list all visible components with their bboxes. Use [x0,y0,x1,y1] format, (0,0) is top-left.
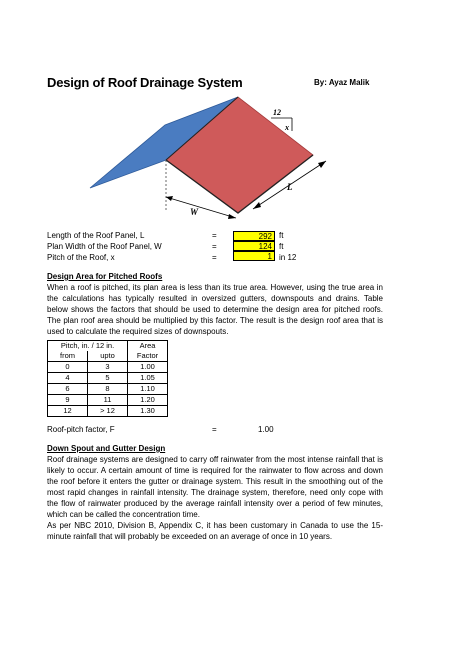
table-cell-from: 9 [48,395,88,406]
table-header-pitch: Pitch, in. / 12 in. [48,341,128,352]
author-label: By: Ayaz Malik [314,78,370,87]
pitch-equals: = [212,253,217,262]
pitch-factor-value: 1.00 [258,425,274,434]
table-cell-upto: > 12 [88,406,128,417]
table-cell-upto: 5 [88,373,128,384]
table-row [48,395,168,406]
table-cell-factor: 1.10 [128,384,168,395]
pitch-factor-label: Roof-pitch factor, F [47,425,115,434]
table-cell-factor: 1.00 [128,362,168,373]
table-cell-factor: 1.05 [128,373,168,384]
pitch-value-cell[interactable]: 1 [233,251,275,261]
pitch-factor-equals: = [212,425,217,434]
length-unit: ft [279,231,284,240]
width-input-label: Plan Width of the Roof Panel, W [47,242,162,251]
roof-diagram [0,0,474,230]
length-equals: = [212,231,217,240]
table-header-area: Area [128,341,168,352]
length-arrow-end [318,161,326,168]
table-header-from: from [48,351,88,362]
table-cell-factor: 1.30 [128,406,168,417]
length-value-cell[interactable]: 292 [233,231,275,241]
pitch-input-label: Pitch of the Roof, x [47,253,115,262]
roof-right-panel [166,97,313,213]
table-header-factor: Factor [128,351,168,362]
width-arrow-end [228,214,236,219]
table-cell-factor: 1.20 [128,395,168,406]
table-cell-upto: 11 [88,395,128,406]
table-cell-from: 0 [48,362,88,373]
section-heading-downspout: Down Spout and Gutter Design [47,444,166,453]
table-cell-from: 12 [48,406,88,417]
table-row [48,384,168,395]
pitch-rise-label: 12 [273,108,281,117]
pitch-factor-table [47,340,168,417]
table-cell-from: 4 [48,373,88,384]
table-row [48,362,168,373]
table-cell-upto: 8 [88,384,128,395]
width-value-cell[interactable]: 124 [233,241,275,251]
table-cell-upto: 3 [88,362,128,373]
page-title: Design of Roof Drainage System [47,75,243,90]
width-unit: ft [279,242,284,251]
downspout-paragraph-2: As per NBC 2010, Division B, Appendix C, it has been customary in Canada to use the 15-minute rainfall that will probably be exceeded on an average of once in 10 years. [47,521,383,541]
pitch-unit: in 12 [279,253,297,262]
length-label: L [287,182,293,192]
length-input-label: Length of the Roof Panel, L [47,231,145,240]
section-body-design-area [47,282,383,337]
table-cell-from: 6 [48,384,88,395]
width-equals: = [212,242,217,251]
downspout-paragraph-1: Roof drainage systems are designed to carry off rainwater from the most intense rainfall that is likely to occur. A certain amount of time is required for the rainwater to flow across and down the roof before it enters the gutter or drainage system. This result in the smoothing out of the most rapid changes in rainfall intensity. The drainage system, therefore, need only cope with the flow of rainwater produced by the average rainfall intensity over a period of few minutes, which can be called the concentration time. [47,455,383,519]
section-body-downspout [47,454,383,542]
pitch-run-label: x [285,123,289,132]
section-heading-design-area: Design Area for Pitched Roofs [47,272,163,281]
width-label: W [190,207,199,217]
table-row [48,373,168,384]
table-row [48,406,168,417]
design-area-paragraph: When a roof is pitched, its plan area is less than its true area. However, using the true area in the calculations has typically resulted in oversized gutters, downspouts and drains. Table below shows the factors that should be used to determine the design area for pitched roofs. The plan roof area should be multiplied by this factor. The result is the design roof area that is used to calculate the required sizes of downspouts. [47,283,383,336]
table-header-upto: upto [88,351,128,362]
width-arrow-start [166,196,173,201]
length-arrow-start [253,202,261,209]
